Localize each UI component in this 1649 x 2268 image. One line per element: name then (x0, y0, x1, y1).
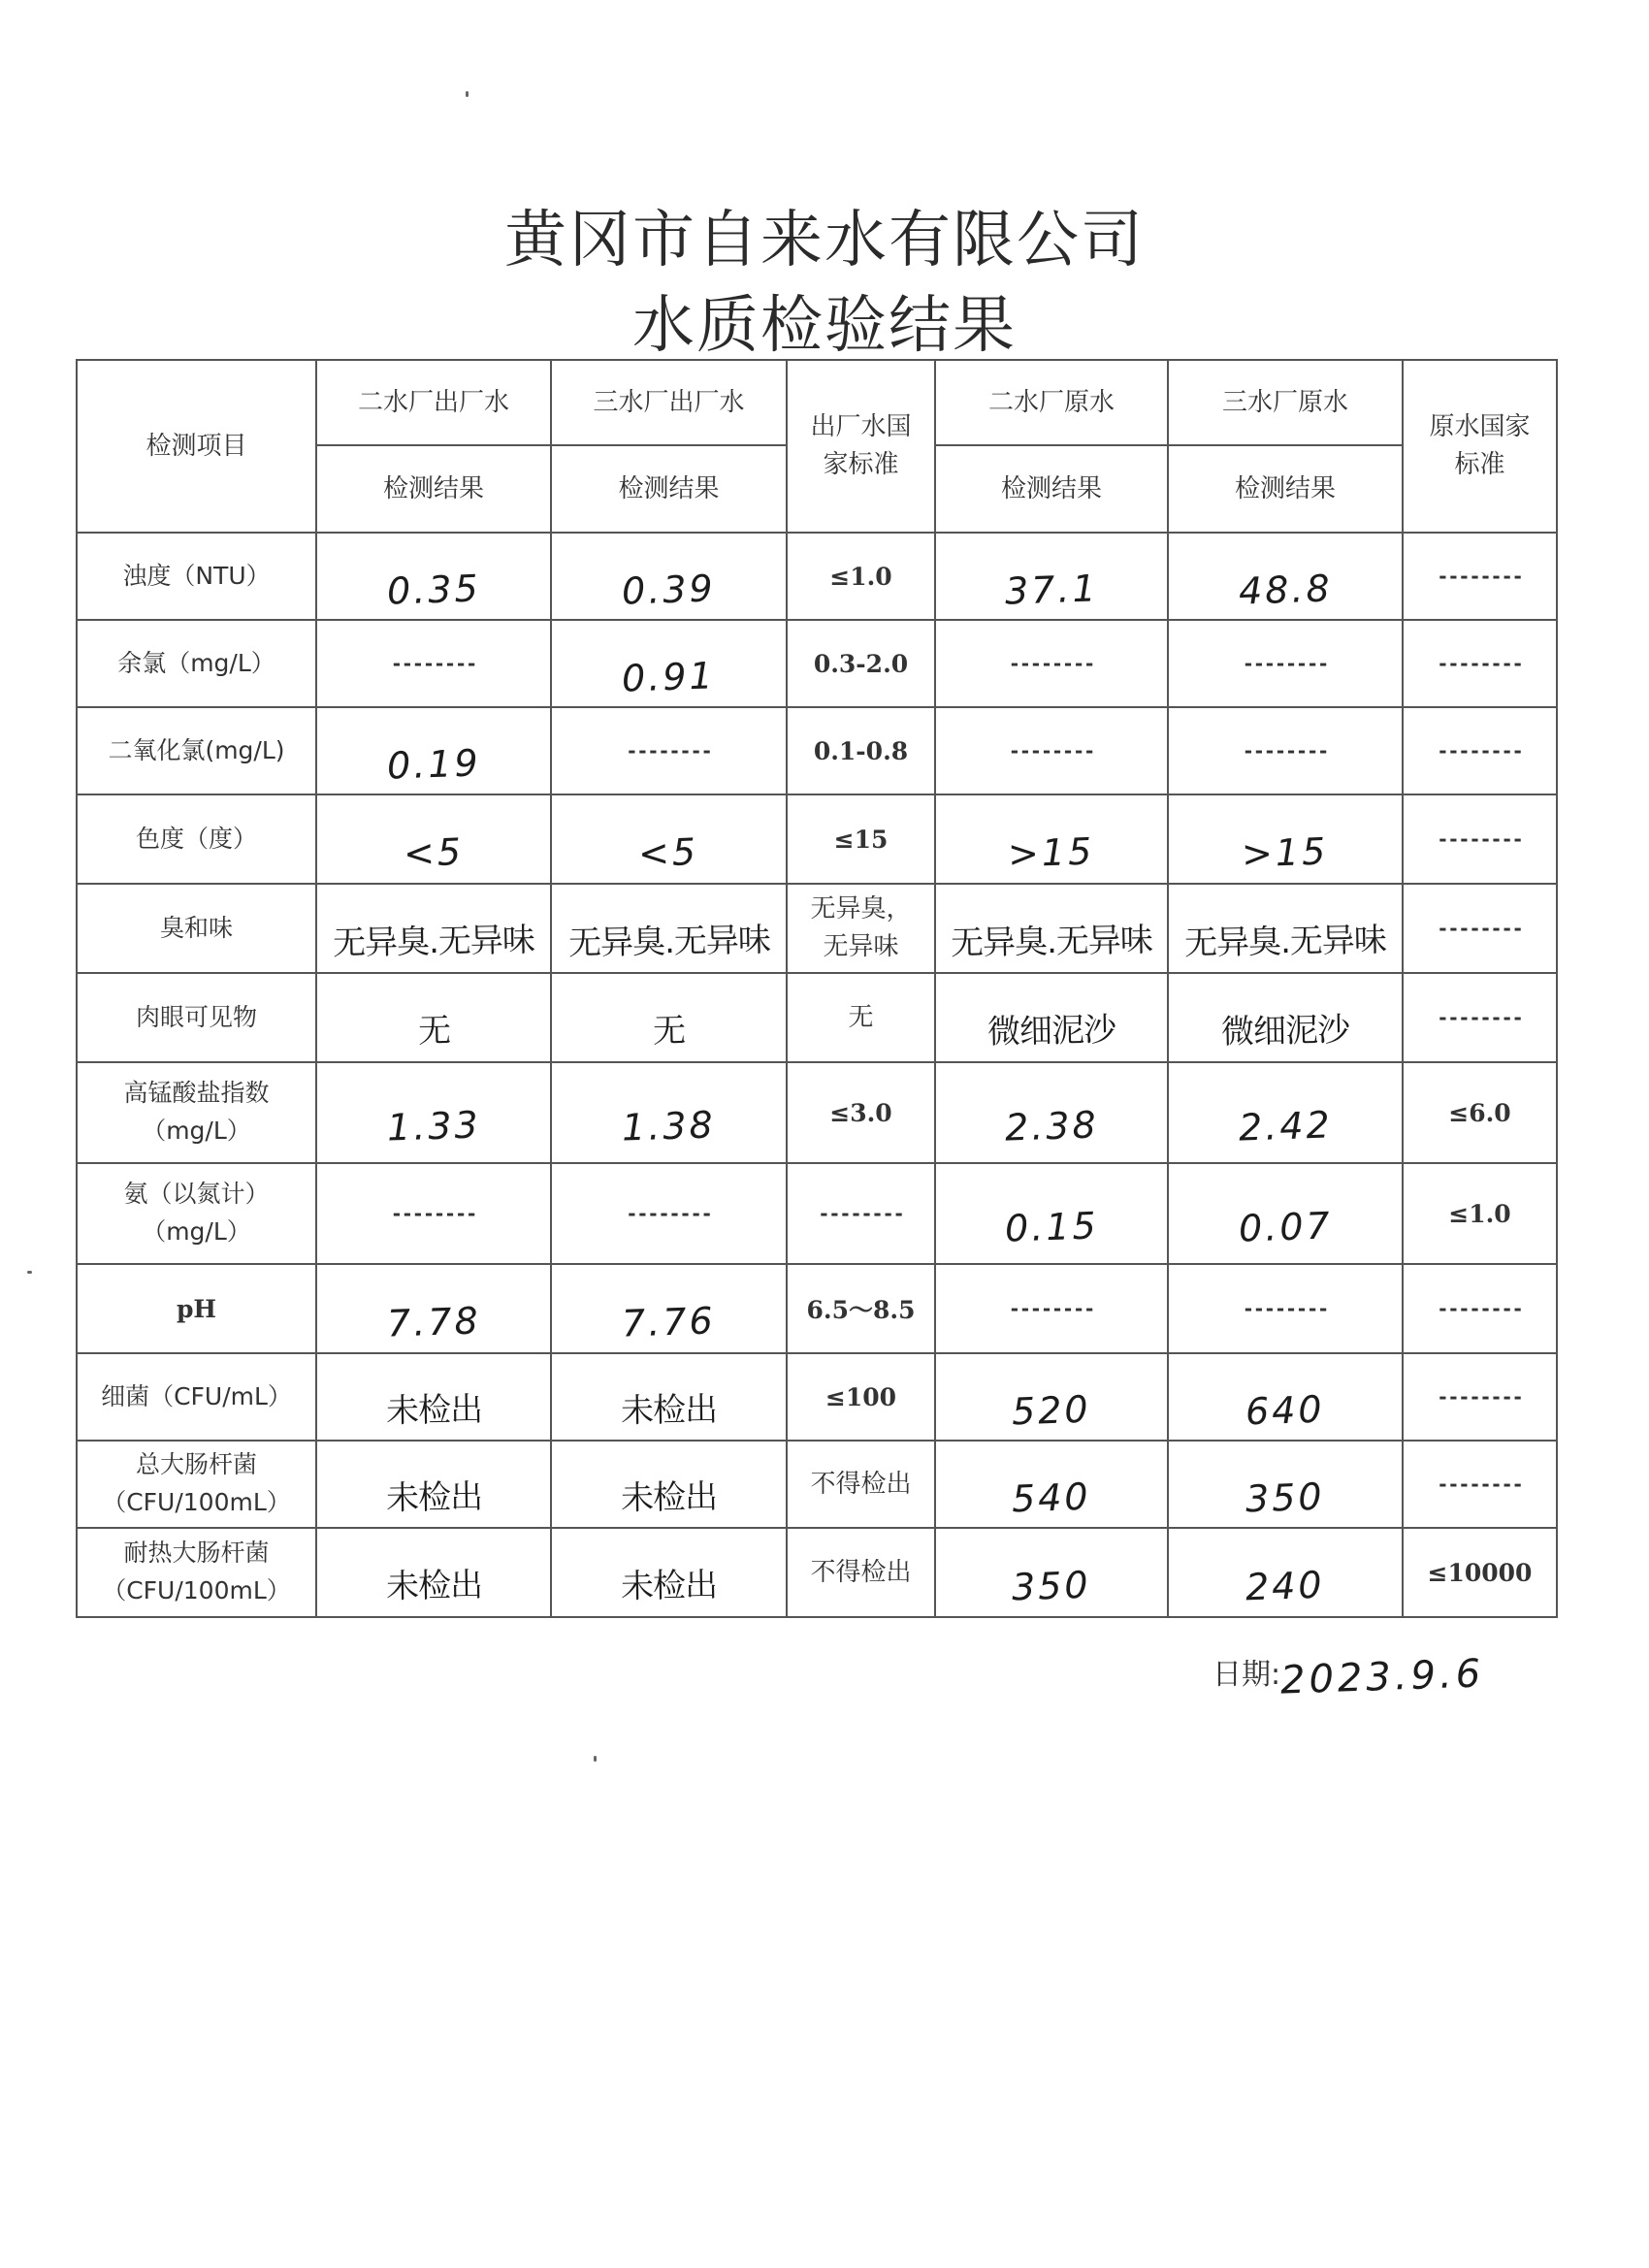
result-cell: -------- (1168, 1264, 1403, 1353)
result-cell (551, 794, 787, 884)
handwritten-value: 未检出 (620, 1565, 718, 1606)
handwritten-value: 无 (417, 1011, 450, 1051)
standard-text: 无异臭，无异味 (810, 894, 912, 961)
date-line (1212, 1649, 1485, 1703)
table-row (77, 973, 1557, 1062)
handwritten-date: 2023.9.6 (1279, 1651, 1485, 1703)
row-item-label: 高锰酸盐指数（mg/L） (123, 1079, 270, 1145)
handwritten-value: <5 (403, 829, 465, 876)
row-item: 浊度（NTU） (77, 533, 316, 620)
standard-cell: -------- (1403, 973, 1557, 1062)
result-cell (1168, 1353, 1403, 1441)
result-cell (316, 1264, 551, 1353)
standard-cell: ≤15 (787, 794, 935, 884)
standard-cell: -------- (1403, 707, 1557, 794)
handwritten-value: 1.38 (621, 1103, 717, 1150)
handwritten-value: 0.07 (1237, 1204, 1334, 1250)
handwritten-value: 无异臭.无异味 (567, 920, 770, 963)
handwritten-value: 350 (1011, 1563, 1092, 1609)
result-cell: -------- (1168, 707, 1403, 794)
result-cell (551, 973, 787, 1062)
handwritten-value: 7.76 (621, 1299, 717, 1345)
result-cell (551, 620, 787, 707)
result-cell (935, 884, 1168, 973)
header-result: 检测结果 (316, 445, 551, 533)
standard-cell: 无 (787, 973, 935, 1062)
result-cell (316, 1062, 551, 1163)
handwritten-value: 0.15 (1003, 1204, 1100, 1250)
result-cell (551, 1062, 787, 1163)
result-cell (551, 1264, 787, 1353)
result-cell (935, 973, 1168, 1062)
row-item: 肉眼可见物 (77, 973, 316, 1062)
scan-speck (466, 91, 469, 97)
table-row (77, 1163, 1557, 1264)
row-item: 余氯（mg/L） (77, 620, 316, 707)
result-cell (316, 1528, 551, 1617)
header-result: 检测结果 (935, 445, 1168, 533)
standard-cell: -------- (1403, 1441, 1557, 1528)
header-result: 检测结果 (1168, 445, 1403, 533)
table-row (77, 794, 1557, 884)
header-plant2-outlet: 二水厂出厂水 (316, 360, 551, 445)
row-item (77, 1528, 316, 1617)
handwritten-value: >15 (1241, 829, 1330, 876)
handwritten-value: <5 (637, 829, 700, 876)
result-cell (1168, 884, 1403, 973)
result-cell (935, 794, 1168, 884)
row-item: 二氧化氯(mg/L) (77, 707, 316, 794)
row-item: 色度（度） (77, 794, 316, 884)
scan-speck (594, 1756, 597, 1762)
row-item: 臭和味 (77, 884, 316, 973)
handwritten-value: 2.42 (1237, 1103, 1334, 1150)
header-raw-standard (1403, 360, 1557, 533)
result-cell (1168, 1528, 1403, 1617)
handwritten-value: 0.35 (385, 567, 482, 613)
result-cell (551, 533, 787, 620)
handwritten-value: 无异臭.无异味 (1183, 920, 1387, 963)
result-cell (1168, 1163, 1403, 1264)
standard-cell: ≤6.0 (1403, 1062, 1557, 1163)
result-cell (551, 884, 787, 973)
result-cell (1168, 1441, 1403, 1528)
handwritten-value: 48.8 (1237, 567, 1334, 613)
result-cell (1168, 973, 1403, 1062)
handwritten-value: 0.19 (385, 741, 482, 788)
standard-cell: -------- (1403, 1264, 1557, 1353)
handwritten-value: 无 (652, 1011, 686, 1051)
header-plant3-raw: 三水厂原水 (1168, 360, 1403, 445)
water-quality-table (76, 359, 1558, 1618)
table-row (77, 707, 1557, 794)
row-item (77, 1062, 316, 1163)
result-cell (1168, 794, 1403, 884)
result-cell (551, 1441, 787, 1528)
result-cell: -------- (551, 1163, 787, 1264)
handwritten-value: 微细泥沙 (1220, 1010, 1350, 1052)
result-cell: -------- (935, 1264, 1168, 1353)
table-row (77, 1441, 1557, 1528)
result-cell (935, 1062, 1168, 1163)
standard-cell: 6.5～8.5 (787, 1264, 935, 1353)
header-outlet-standard (787, 360, 935, 533)
standard-cell: -------- (1403, 794, 1557, 884)
result-cell (935, 1441, 1168, 1528)
standard-cell: -------- (1403, 884, 1557, 973)
standard-cell: ≤1.0 (1403, 1163, 1557, 1264)
result-cell: -------- (1168, 620, 1403, 707)
handwritten-value: >15 (1007, 829, 1096, 876)
table-row (77, 1264, 1557, 1353)
result-cell (316, 533, 551, 620)
result-cell (1168, 1062, 1403, 1163)
handwritten-value: 350 (1245, 1474, 1326, 1521)
handwritten-value: 37.1 (1003, 567, 1100, 613)
result-cell: -------- (316, 620, 551, 707)
result-cell (935, 533, 1168, 620)
standard-cell: -------- (1403, 533, 1557, 620)
result-cell (316, 884, 551, 973)
handwritten-value: 2.38 (1003, 1103, 1100, 1150)
table-row (77, 1528, 1557, 1617)
result-cell (935, 1528, 1168, 1617)
row-item (77, 1441, 316, 1528)
result-cell (316, 707, 551, 794)
result-cell: -------- (935, 620, 1168, 707)
result-cell (551, 1353, 787, 1441)
handwritten-value: 未检出 (620, 1476, 718, 1518)
standard-cell: ≤100 (787, 1353, 935, 1441)
handwritten-value: 未检出 (620, 1389, 718, 1431)
handwritten-value: 未检出 (385, 1565, 482, 1606)
handwritten-value: 540 (1011, 1474, 1092, 1521)
result-cell (316, 794, 551, 884)
handwritten-value: 0.39 (621, 567, 717, 613)
result-cell: -------- (316, 1163, 551, 1264)
standard-cell: 0.1-0.8 (787, 707, 935, 794)
handwritten-value: 640 (1245, 1387, 1326, 1434)
standard-cell: ≤1.0 (787, 533, 935, 620)
header-plant2-raw: 二水厂原水 (935, 360, 1168, 445)
standard-cell: -------- (1403, 1353, 1557, 1441)
handwritten-value: 1.33 (385, 1103, 482, 1150)
header-item: 检测项目 (77, 360, 316, 533)
table-row (77, 1353, 1557, 1441)
handwritten-value: 未检出 (385, 1476, 482, 1518)
row-item-label: 氨（以氮计）（mg/L） (123, 1180, 270, 1246)
result-cell (551, 1528, 787, 1617)
handwritten-value: 无异臭.无异味 (950, 920, 1153, 963)
result-cell (935, 1353, 1168, 1441)
result-cell (316, 973, 551, 1062)
standard-cell: -------- (787, 1163, 935, 1264)
result-cell (1168, 533, 1403, 620)
table-row (77, 1062, 1557, 1163)
row-item: pH (77, 1264, 316, 1353)
row-item-label: 耐热大肠杆菌（CFU/100mL） (102, 1539, 291, 1604)
result-cell (935, 1163, 1168, 1264)
table-row (77, 533, 1557, 620)
result-cell: -------- (935, 707, 1168, 794)
header-result: 检测结果 (551, 445, 787, 533)
standard-cell: ≤3.0 (787, 1062, 935, 1163)
standard-cell (787, 884, 935, 973)
table-row (77, 884, 1557, 973)
table-row (77, 620, 1557, 707)
handwritten-value: 0.91 (621, 654, 717, 700)
handwritten-value: 240 (1245, 1563, 1326, 1609)
standard-cell: -------- (1403, 620, 1557, 707)
row-item: 细菌（CFU/mL） (77, 1353, 316, 1441)
handwritten-value: 7.78 (385, 1299, 482, 1345)
handwritten-value: 无异臭.无异味 (332, 920, 535, 963)
handwritten-value: 微细泥沙 (986, 1010, 1116, 1052)
result-cell (316, 1441, 551, 1528)
standard-cell: 不得检出 (787, 1441, 935, 1528)
row-item (77, 1163, 316, 1264)
header-outlet-standard-label: 出厂水国家标准 (810, 412, 912, 479)
date-label: 日期: (1212, 1658, 1281, 1692)
standard-cell: 0.3-2.0 (787, 620, 935, 707)
result-cell (316, 1353, 551, 1441)
report-title: 水质检验结果 (632, 290, 1017, 362)
standard-cell: ≤10000 (1403, 1528, 1557, 1617)
standard-cell: 不得检出 (787, 1528, 935, 1617)
scan-speck (27, 1271, 32, 1274)
header-raw-standard-label: 原水国家标准 (1429, 412, 1531, 479)
result-cell: -------- (551, 707, 787, 794)
header-plant3-outlet: 三水厂出厂水 (551, 360, 787, 445)
row-item-label: 总大肠杆菌（CFU/100mL） (102, 1450, 291, 1516)
handwritten-value: 未检出 (385, 1389, 482, 1431)
handwritten-value: 520 (1011, 1387, 1092, 1434)
company-title: 黄冈市自来水有限公司 (504, 205, 1145, 276)
